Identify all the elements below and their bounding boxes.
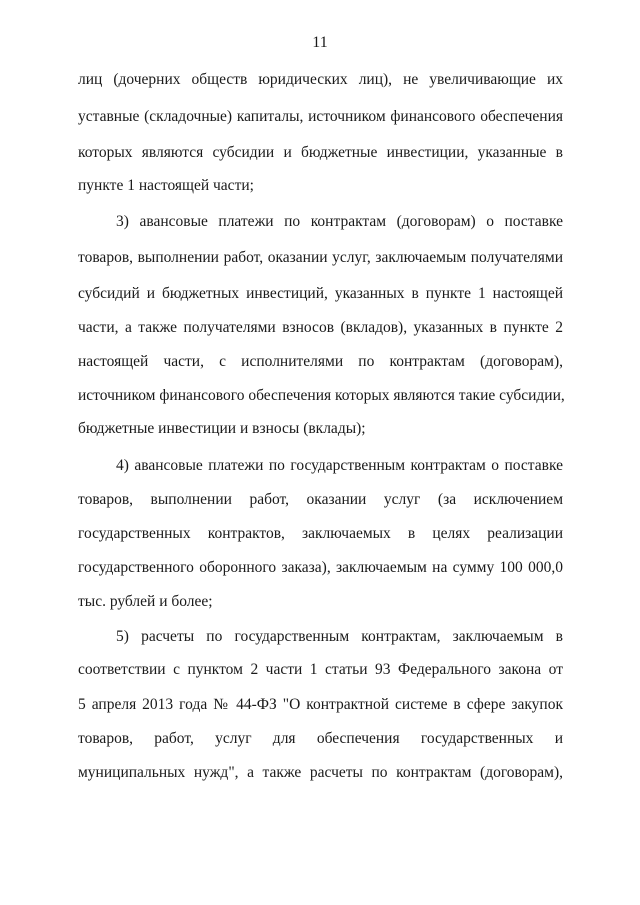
text-line: бюджетные инвестиции и взносы (вклады); <box>78 420 366 437</box>
text-line: государственного оборонного заказа), заключаемым на сумму 100 000,0 <box>78 559 563 576</box>
text-line: соответствии с пунктом 2 части 1 статьи 93 Федерального закона от <box>78 661 563 678</box>
paragraph-4-first-line: 4) авансовые платежи по государственным контрактам о поставке <box>116 457 563 474</box>
text-line: товаров, работ, услуг для обеспечения государственных и <box>78 730 563 747</box>
text-line: части, а также получателями взносов (вкладов), указанных в пункте 2 <box>78 319 563 336</box>
text-line: государственных контрактов, заключаемых в целях реализации <box>78 525 563 542</box>
text-line: источником финансового обеспечения которых являются такие субсидии, <box>78 387 565 404</box>
text-line: уставные (складочные) капиталы, источником финансового обеспечения <box>78 108 563 125</box>
text-line: пункте 1 настоящей части; <box>78 177 254 194</box>
text-line: 5 апреля 2013 года № 44-ФЗ "О контрактной системе в сфере закупок <box>78 696 563 713</box>
paragraph-5-first-line: 5) расчеты по государственным контрактам, заключаемым в <box>116 628 563 645</box>
text-line: муниципальных нужд", а также расчеты по контрактам (договорам), <box>78 764 563 781</box>
text-line: товаров, выполнении работ, оказании услуг, заключаемым получателями <box>78 249 563 266</box>
text-line: лиц (дочерних обществ юридических лиц), не увеличивающие их <box>78 71 563 88</box>
text-line: тыс. рублей и более; <box>78 593 213 610</box>
text-line: которых являются субсидии и бюджетные инвестиции, указанные в <box>78 144 563 161</box>
text-line: товаров, выполнении работ, оказании услуг (за исключением <box>78 491 563 508</box>
text-line: субсидий и бюджетных инвестиций, указанных в пункте 1 настоящей <box>78 285 563 302</box>
paragraph-3-first-line: 3) авансовые платежи по контрактам (договорам) о поставке <box>116 213 563 230</box>
page-number: 11 <box>312 34 328 51</box>
text-line: настоящей части, с исполнителями по контрактам (договорам), <box>78 353 563 370</box>
